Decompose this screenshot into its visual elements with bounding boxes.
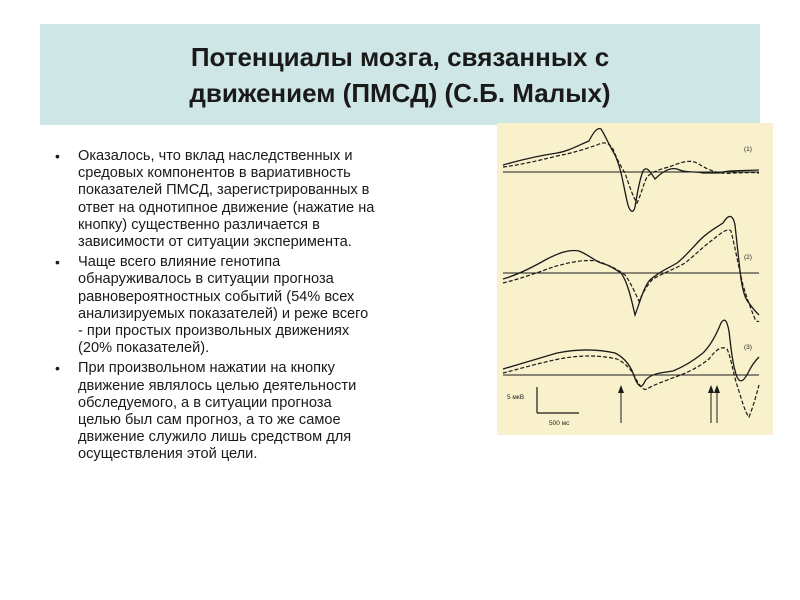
trace-3 [503,320,759,417]
bullet-list [54,148,490,467]
bullet-3-line-3: обследуемого, а в ситуации прогноза [78,394,332,411]
trace-1-solid-line [503,129,759,212]
bullet-dot-icon: • [55,148,60,164]
bullet-3-line-6: осуществления этой цели. [78,446,258,463]
bullet-1-line-2: средовых компонентов в вариативность [78,165,351,182]
bullet-2-line-5: - при простых произвольных движениях [78,323,350,340]
scale-bars [507,387,579,427]
trace-2-dashed-line [503,230,759,322]
bullet-3-line-1: При произвольном нажатии на кнопку [78,360,335,377]
trace-3-label: (3) [744,344,752,351]
time-scale-label: 500 мс [549,420,570,427]
bullet-3-line-5: движение служило лишь средством для [78,429,352,446]
bullet-item-2 [54,254,490,357]
bullet-2-line-3: равновероятностных событий (54% всех [78,288,355,305]
slide-title [189,39,610,111]
bullet-2-line-2: обнаруживалось в ситуации прогноза [78,271,334,288]
trace-1 [503,129,759,212]
bullet-item-1 [54,148,490,251]
bullet-1-line-6: зависимости от ситуации эксперимента. [78,234,352,251]
bullet-1-line-1: Оказалось, что вклад наследственных и [78,148,353,164]
trace-3-solid-line [503,320,759,386]
bullet-item-3 [54,360,490,463]
erp-figure [497,123,773,435]
slide-title-line-1: Потенциалы мозга, связанных с [190,41,610,72]
arrow-3-head-icon [714,385,720,393]
bullet-1-line-4: ответ на однотипное движение (нажатие на [78,199,375,216]
arrow-2-head-icon [708,385,714,393]
bullet-dot-icon: • [55,254,60,271]
bullet-2-line-1: Чаще всего влияние генотипа [78,254,281,271]
bullet-3-line-4: целью был сам прогноз, а то же самое [78,412,341,429]
bullet-dot-icon: • [55,360,60,377]
erp-traces-svg [497,123,773,435]
bullet-2-line-4: анализируемых показателей) и реже всего [78,305,369,322]
bullet-2-line-6: (20% показателей). [78,340,210,357]
trace-2-solid-line [503,216,759,315]
arrow-1-head-icon [618,385,624,393]
bullet-3-line-2: движение являлось целью деятельности [78,377,357,394]
trace-1-label: (1) [744,146,752,153]
bullet-1-line-3: показателей ПМСД, зарегистрированных в [78,182,370,199]
amplitude-scale-label: 5 мкВ [507,394,525,401]
stimulus-arrows [618,385,720,423]
title-bar [40,24,760,125]
bullet-1-line-5: кнопку) существенно различается в [78,216,320,233]
trace-2 [503,216,759,321]
slide-title-line-2: движением (ПМСД) (С.Б. Малых) [189,77,611,108]
trace-2-label: (2) [744,254,752,261]
